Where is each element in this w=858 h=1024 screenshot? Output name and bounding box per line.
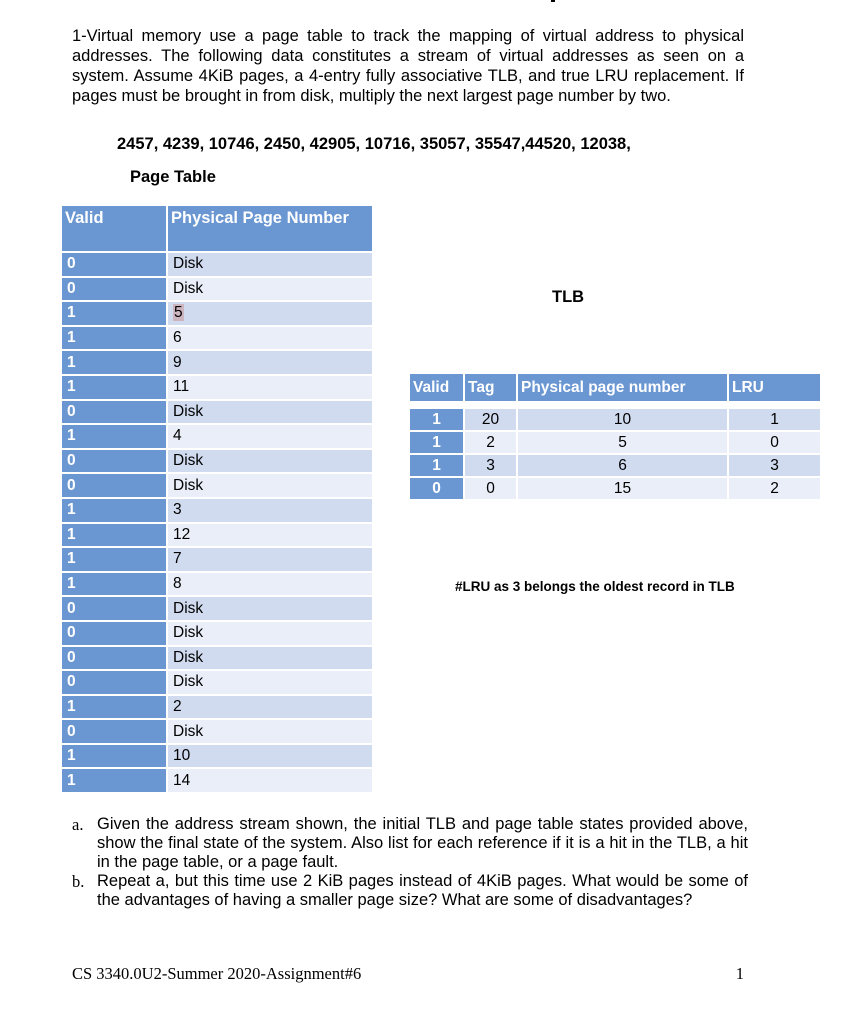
physical-page: 11 [167,375,373,400]
table-row [61,301,373,326]
tlb-row [409,477,821,500]
physical-page: 3 [167,498,373,523]
valid-bit: 1 [61,350,167,375]
table-row [61,768,373,793]
tlb-tag: 2 [464,431,517,454]
tlb-row [409,408,821,431]
address-stream: 2457, 4239, 10746, 2450, 42905, 10716, 35057, 35547,44520, 12038, [117,135,631,153]
table-row [61,572,373,597]
tlb-lru: 3 [728,454,821,477]
page-number: 1 [735,964,744,983]
tlb-valid-header: Valid [409,373,464,402]
table-row [61,547,373,572]
physical-page: 9 [167,350,373,375]
tlb-table [408,372,822,501]
tlb-ppn-header: Physical page number [517,373,728,402]
valid-bit: 1 [61,768,167,793]
physical-page: 10 [167,744,373,769]
physical-page-highlighted [167,301,373,326]
footer-course: CS 3340.0U2-Summer 2020-Assignment#6 [72,964,362,983]
tlb-header-row [409,373,821,402]
table-row [61,646,373,671]
valid-bit: 1 [61,375,167,400]
table-row [61,424,373,449]
table-row [61,277,373,302]
question-b [72,872,748,910]
table-row [61,695,373,720]
highlighted-value: 5 [174,304,183,322]
valid-bit: 0 [61,670,167,695]
tlb-valid: 1 [409,408,464,431]
problem-intro: 1-Virtual memory use a page table to track the mapping of virtual address to physical addresses. The following data constitutes a stream of virtual addresses as seen on a system. Assume 4KiB pages, a 4-entry fully associative TLB, and true LRU replacement. If pages must be brought in from disk, multiply the next largest page number by two. [72,27,744,105]
physical-page: Disk [167,277,373,302]
valid-bit: 1 [61,301,167,326]
physical-page: Disk [167,621,373,646]
physical-page: 6 [167,326,373,351]
page-table [60,204,374,794]
table-row [61,473,373,498]
table-row [61,400,373,425]
tlb-lru-header: LRU [728,373,821,402]
valid-bit: 1 [61,326,167,351]
table-row [61,449,373,474]
question-text: Repeat a, but this time use 2 KiB pages instead of 4KiB pages. What would be some of the advantages of having a smaller page size? What are some of disadvantages? [97,872,748,909]
valid-bit: 1 [61,424,167,449]
valid-bit: 0 [61,449,167,474]
page-top-mark [551,0,555,2]
question-text: Given the address stream shown, the initial TLB and page table states provided above, show the final state of the system. Also list for each reference if it is a hit in the TLB, a hit in the page table, or a page fault. [97,815,748,871]
valid-bit: 0 [61,646,167,671]
tlb-ppn: 10 [517,408,728,431]
question-list [72,815,748,910]
table-row [61,596,373,621]
tlb-lru: 0 [728,431,821,454]
table-row [61,670,373,695]
physical-page: 8 [167,572,373,597]
physical-page: Disk [167,596,373,621]
tlb-lru: 2 [728,477,821,500]
tlb-ppn: 6 [517,454,728,477]
tlb-valid: 0 [409,477,464,500]
lru-note: #LRU as 3 belongs the oldest record in TLB [455,579,735,594]
tlb-row [409,431,821,454]
tlb-tag: 0 [464,477,517,500]
table-row [61,719,373,744]
physical-page: Disk [167,670,373,695]
page-table-header-row [61,205,373,252]
physical-page: 2 [167,695,373,720]
page-table-valid-header: Valid [61,205,167,252]
physical-page: Disk [167,449,373,474]
valid-bit: 1 [61,695,167,720]
valid-bit: 0 [61,252,167,277]
valid-bit: 1 [61,572,167,597]
physical-page: Disk [167,719,373,744]
page-table-ppn-header: Physical Page Number [167,205,373,252]
table-row [61,350,373,375]
valid-bit: 0 [61,473,167,498]
tlb-row [409,454,821,477]
tlb-ppn: 5 [517,431,728,454]
valid-bit: 0 [61,400,167,425]
valid-bit: 1 [61,523,167,548]
table-row [61,498,373,523]
physical-page: Disk [167,646,373,671]
tlb-valid: 1 [409,454,464,477]
valid-bit: 0 [61,596,167,621]
question-letter: b. [72,872,85,891]
physical-page: 14 [167,768,373,793]
question-a [72,815,748,872]
table-row [61,523,373,548]
table-row [61,252,373,277]
valid-bit: 0 [61,621,167,646]
valid-bit: 0 [61,277,167,302]
tlb-lru: 1 [728,408,821,431]
physical-page: 4 [167,424,373,449]
valid-bit: 1 [61,498,167,523]
physical-page: Disk [167,252,373,277]
tlb-valid: 1 [409,431,464,454]
tlb-ppn: 15 [517,477,728,500]
table-row [61,375,373,400]
tlb-tag: 20 [464,408,517,431]
question-letter: a. [72,815,84,834]
physical-page: 12 [167,523,373,548]
table-row [61,621,373,646]
tlb-title: TLB [552,288,585,306]
table-row [61,744,373,769]
page-table-title: Page Table [130,168,216,186]
tlb-tag: 3 [464,454,517,477]
physical-page: Disk [167,473,373,498]
valid-bit: 1 [61,547,167,572]
physical-page: 7 [167,547,373,572]
tlb-tag-header: Tag [464,373,517,402]
page-footer [72,964,744,984]
physical-page: Disk [167,400,373,425]
table-row [61,326,373,351]
valid-bit: 0 [61,719,167,744]
valid-bit: 1 [61,744,167,769]
